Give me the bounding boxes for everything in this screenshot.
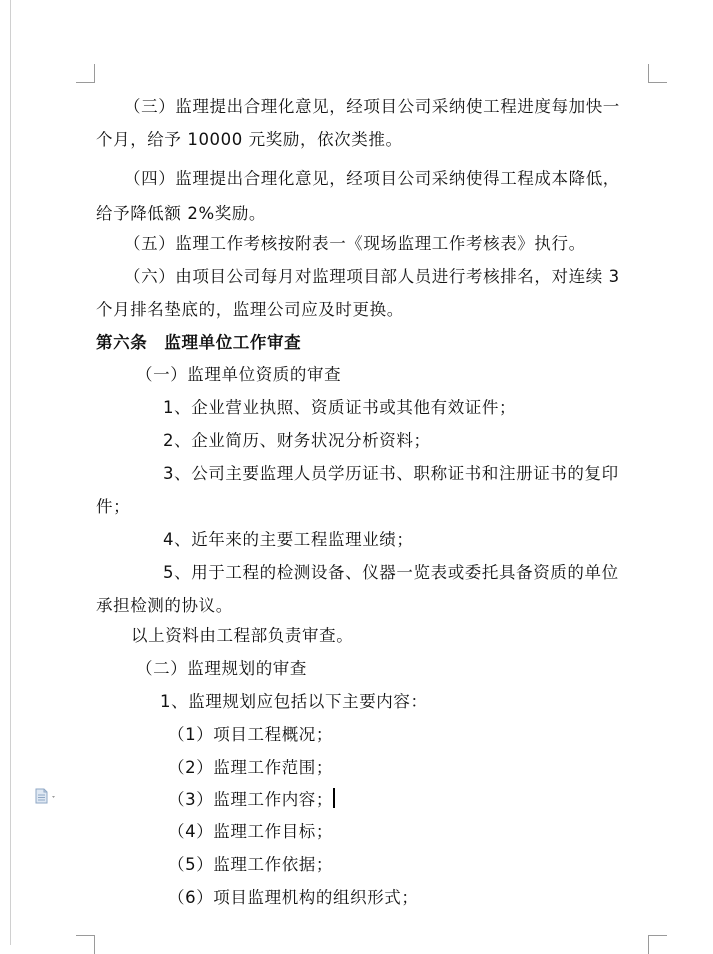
paragraph-line: （六）由项目公司每月对监理项目部人员进行考核排名，对连续 3	[124, 267, 620, 286]
crop-mark-top-right	[648, 64, 667, 83]
paragraph-line: （四）监理提出合理化意见，经项目公司采纳使得工程成本降低，	[124, 169, 620, 188]
page-left-edge	[10, 0, 11, 945]
paragraph-line: （1）项目工程概况；	[168, 725, 333, 744]
text-cursor	[333, 788, 335, 808]
paragraph-line: 2、企业简历、财务状况分析资料；	[163, 431, 431, 450]
paragraph-line: 个月，给予 10000 元奖励，依次类推。	[96, 130, 403, 149]
document-paste-options-icon[interactable]	[34, 788, 60, 804]
paragraph-line: 件；	[96, 497, 131, 516]
paragraph-line: （4）监理工作目标；	[168, 822, 333, 841]
paragraph-line: 1、企业营业执照、资质证书或其他有效证件；	[163, 398, 517, 417]
paragraph-line: 个月排名垫底的，监理公司应及时更换。	[96, 300, 404, 319]
paragraph-line: （二）监理规划的审查	[136, 659, 307, 678]
paragraph-line: （6）项目监理机构的组织形式；	[168, 888, 419, 907]
paragraph-line: 给予降低额 2%奖励。	[96, 204, 267, 223]
section-heading: 第六条 监理单位工作审查	[96, 333, 302, 352]
paragraph-line: （一）监理单位资质的审查	[136, 365, 342, 384]
paragraph-line: （2）监理工作范围；	[168, 758, 333, 777]
crop-mark-top-left	[76, 64, 95, 83]
paragraph-line: 承担检测的协议。	[96, 596, 233, 615]
paragraph-line: 1、监理规划应包括以下主要内容：	[160, 692, 428, 711]
paragraph-line: （五）监理工作考核按附表一《现场监理工作考核表》执行。	[124, 234, 586, 253]
paragraph-line: （5）监理工作依据；	[168, 855, 333, 874]
paragraph-line: 4、近年来的主要工程监理业绩；	[163, 530, 414, 549]
paragraph-line: （3）监理工作内容；	[168, 790, 333, 809]
paragraph-line: （三）监理提出合理化意见，经项目公司采纳使工程进度每加快一	[124, 97, 620, 116]
paragraph-line: 5、用于工程的检测设备、仪器一览表或委托具备资质的单位	[163, 563, 619, 582]
paragraph-line: 以上资料由工程部负责审查。	[131, 626, 354, 645]
paragraph-line: 3、公司主要监理人员学历证书、职称证书和注册证书的复印	[163, 464, 619, 483]
